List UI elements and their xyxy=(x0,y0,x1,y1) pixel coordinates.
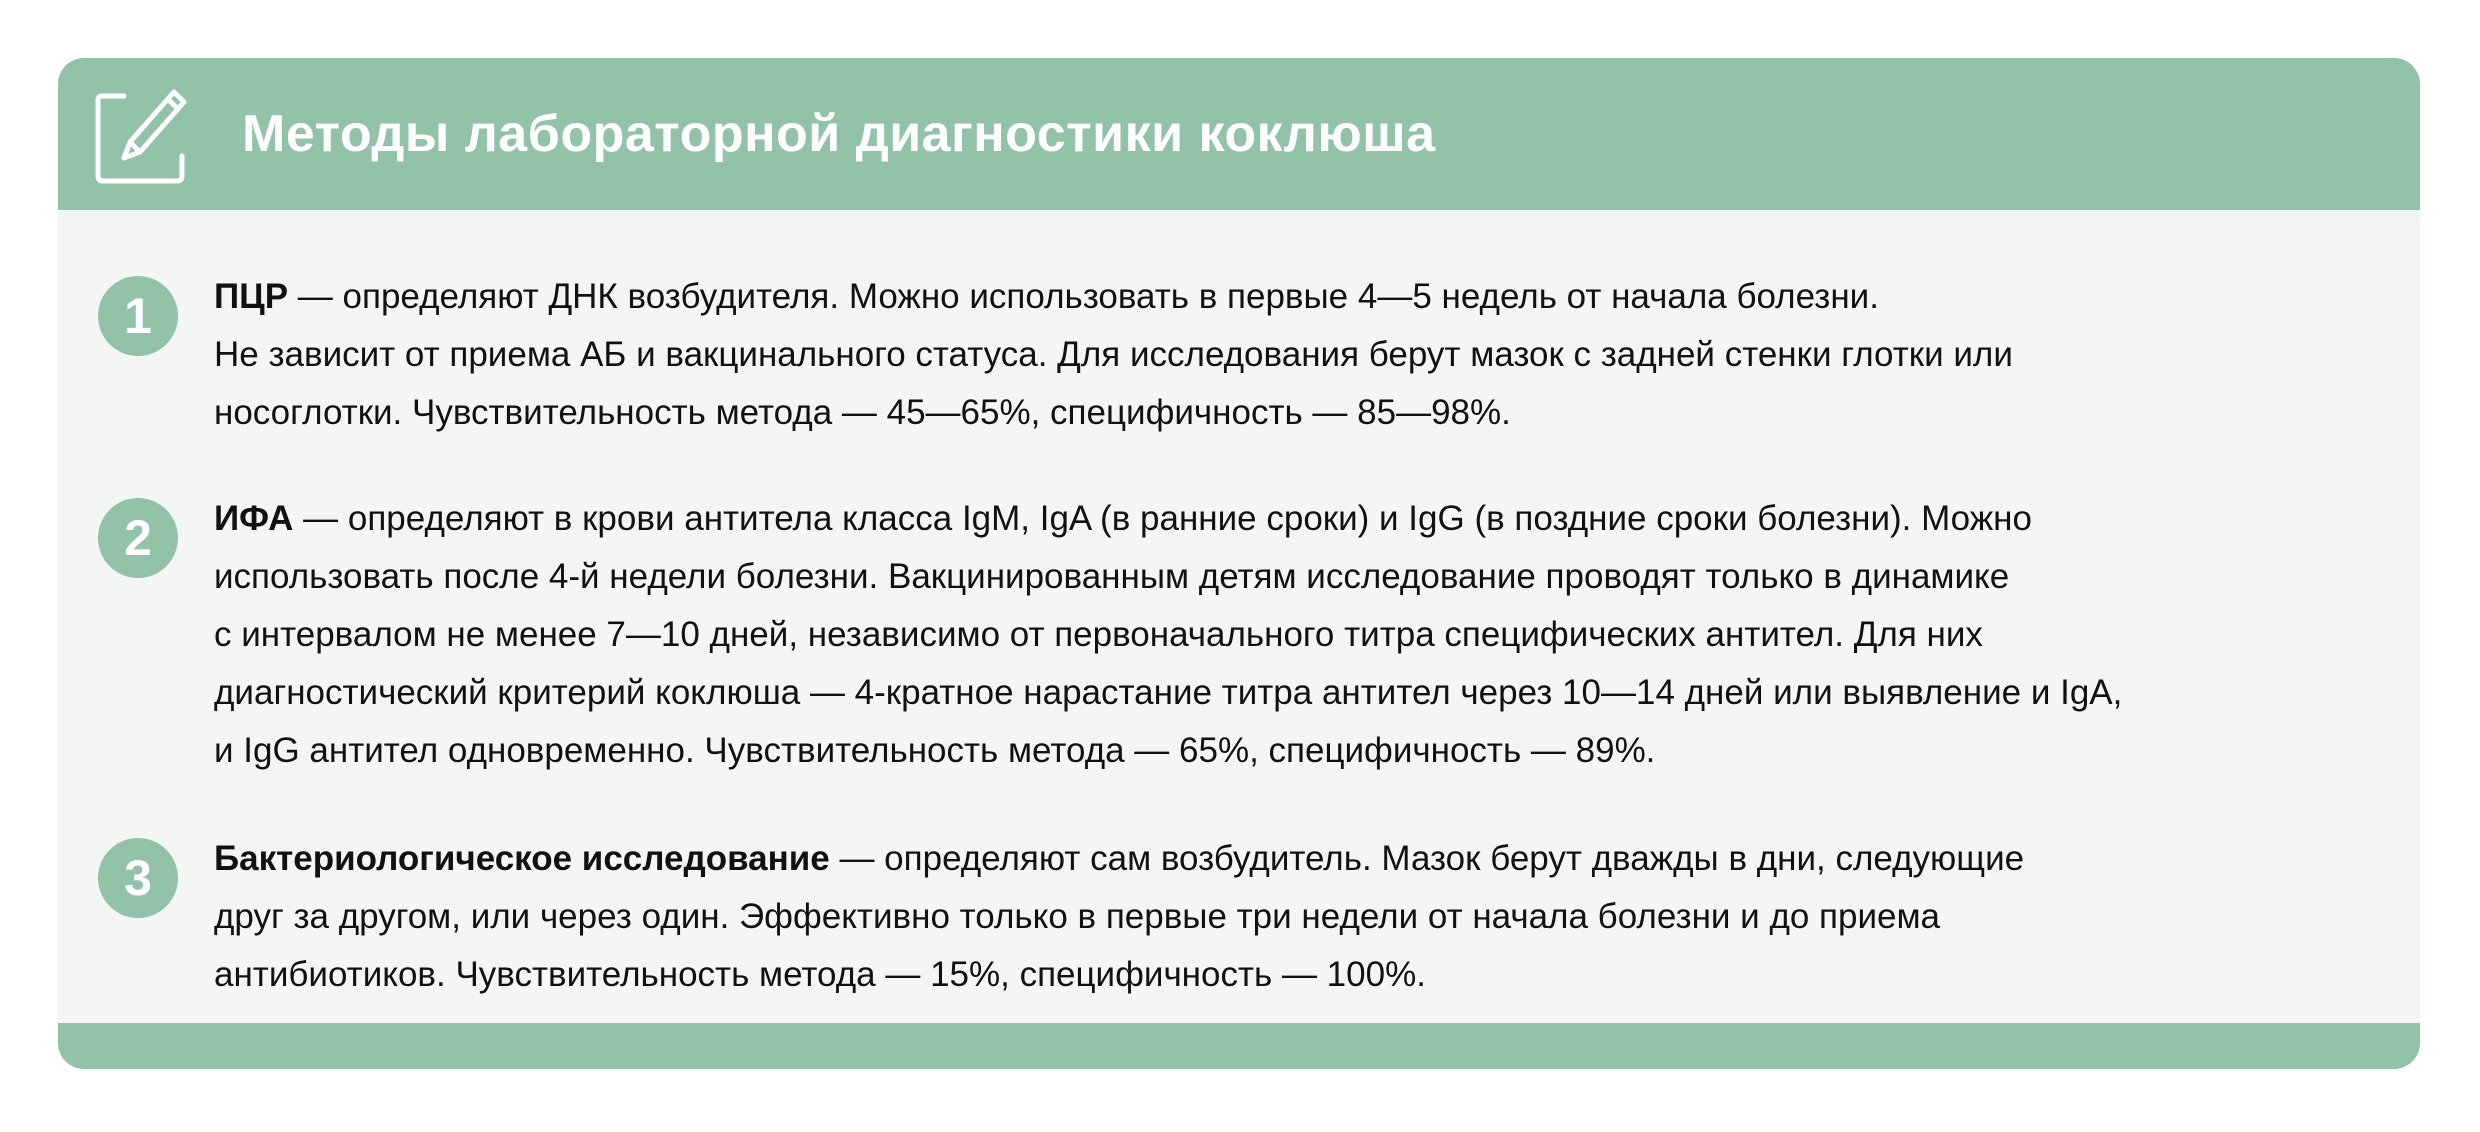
item-line: — определяют сам возбудитель. Мазок берут дважды в дни, следующие xyxy=(829,839,2025,878)
page-title: Методы лабораторной диагностики коклюша xyxy=(242,105,1436,163)
item-line: Не зависит от приема АБ и вакцинального статуса. Для исследования берут мазок с задней стенки глотки или xyxy=(214,335,2013,374)
card-header xyxy=(58,58,2420,210)
item-line: и IgG антител одновременно. Чувствительность метода — 65%, специфичность — 89%. xyxy=(214,731,1656,770)
item-line: друг за другом, или через один. Эффективно только в первые три недели от начала болезни и до приема xyxy=(214,897,1941,936)
item-line: — определяют ДНК возбудителя. Можно использовать в первые 4—5 недель от начала болезни. xyxy=(288,277,1879,316)
item-text xyxy=(214,830,2024,1004)
item-number-badge: 2 xyxy=(98,498,178,578)
item-number-badge: 3 xyxy=(98,838,178,918)
item-line: с интервалом не менее 7—10 дней, независимо от первоначального титра специфических антител. Для них xyxy=(214,615,1983,654)
item-text xyxy=(214,268,2013,442)
item-text xyxy=(214,490,2122,780)
item-line: использовать после 4-й недели болезни. Вакцинированным детям исследование проводят только в динамике xyxy=(214,557,2010,596)
item-number-badge: 1 xyxy=(98,276,178,356)
item-line: диагностический критерий коклюша — 4-кратное нарастание титра антител через 10—14 дней или выявление и IgA, xyxy=(214,673,2123,712)
edit-pencil-icon xyxy=(94,86,190,186)
item-term: ИФА xyxy=(214,499,294,538)
item-line: носоглотки. Чувствительность метода — 45—65%, специфичность — 85—98%. xyxy=(214,393,1511,432)
card-footer-bar xyxy=(58,1023,2420,1069)
item-line: — определяют в крови антитела класса IgM, IgA (в ранние сроки) и IgG (в поздние сроки болезни). Можно xyxy=(293,499,2032,538)
item-term: ПЦР xyxy=(214,277,289,316)
item-term: Бактериологическое исследование xyxy=(214,839,830,878)
info-card xyxy=(58,58,2420,1069)
item-line: антибиотиков. Чувствительность метода — 15%, специфичность — 100%. xyxy=(214,955,1426,994)
